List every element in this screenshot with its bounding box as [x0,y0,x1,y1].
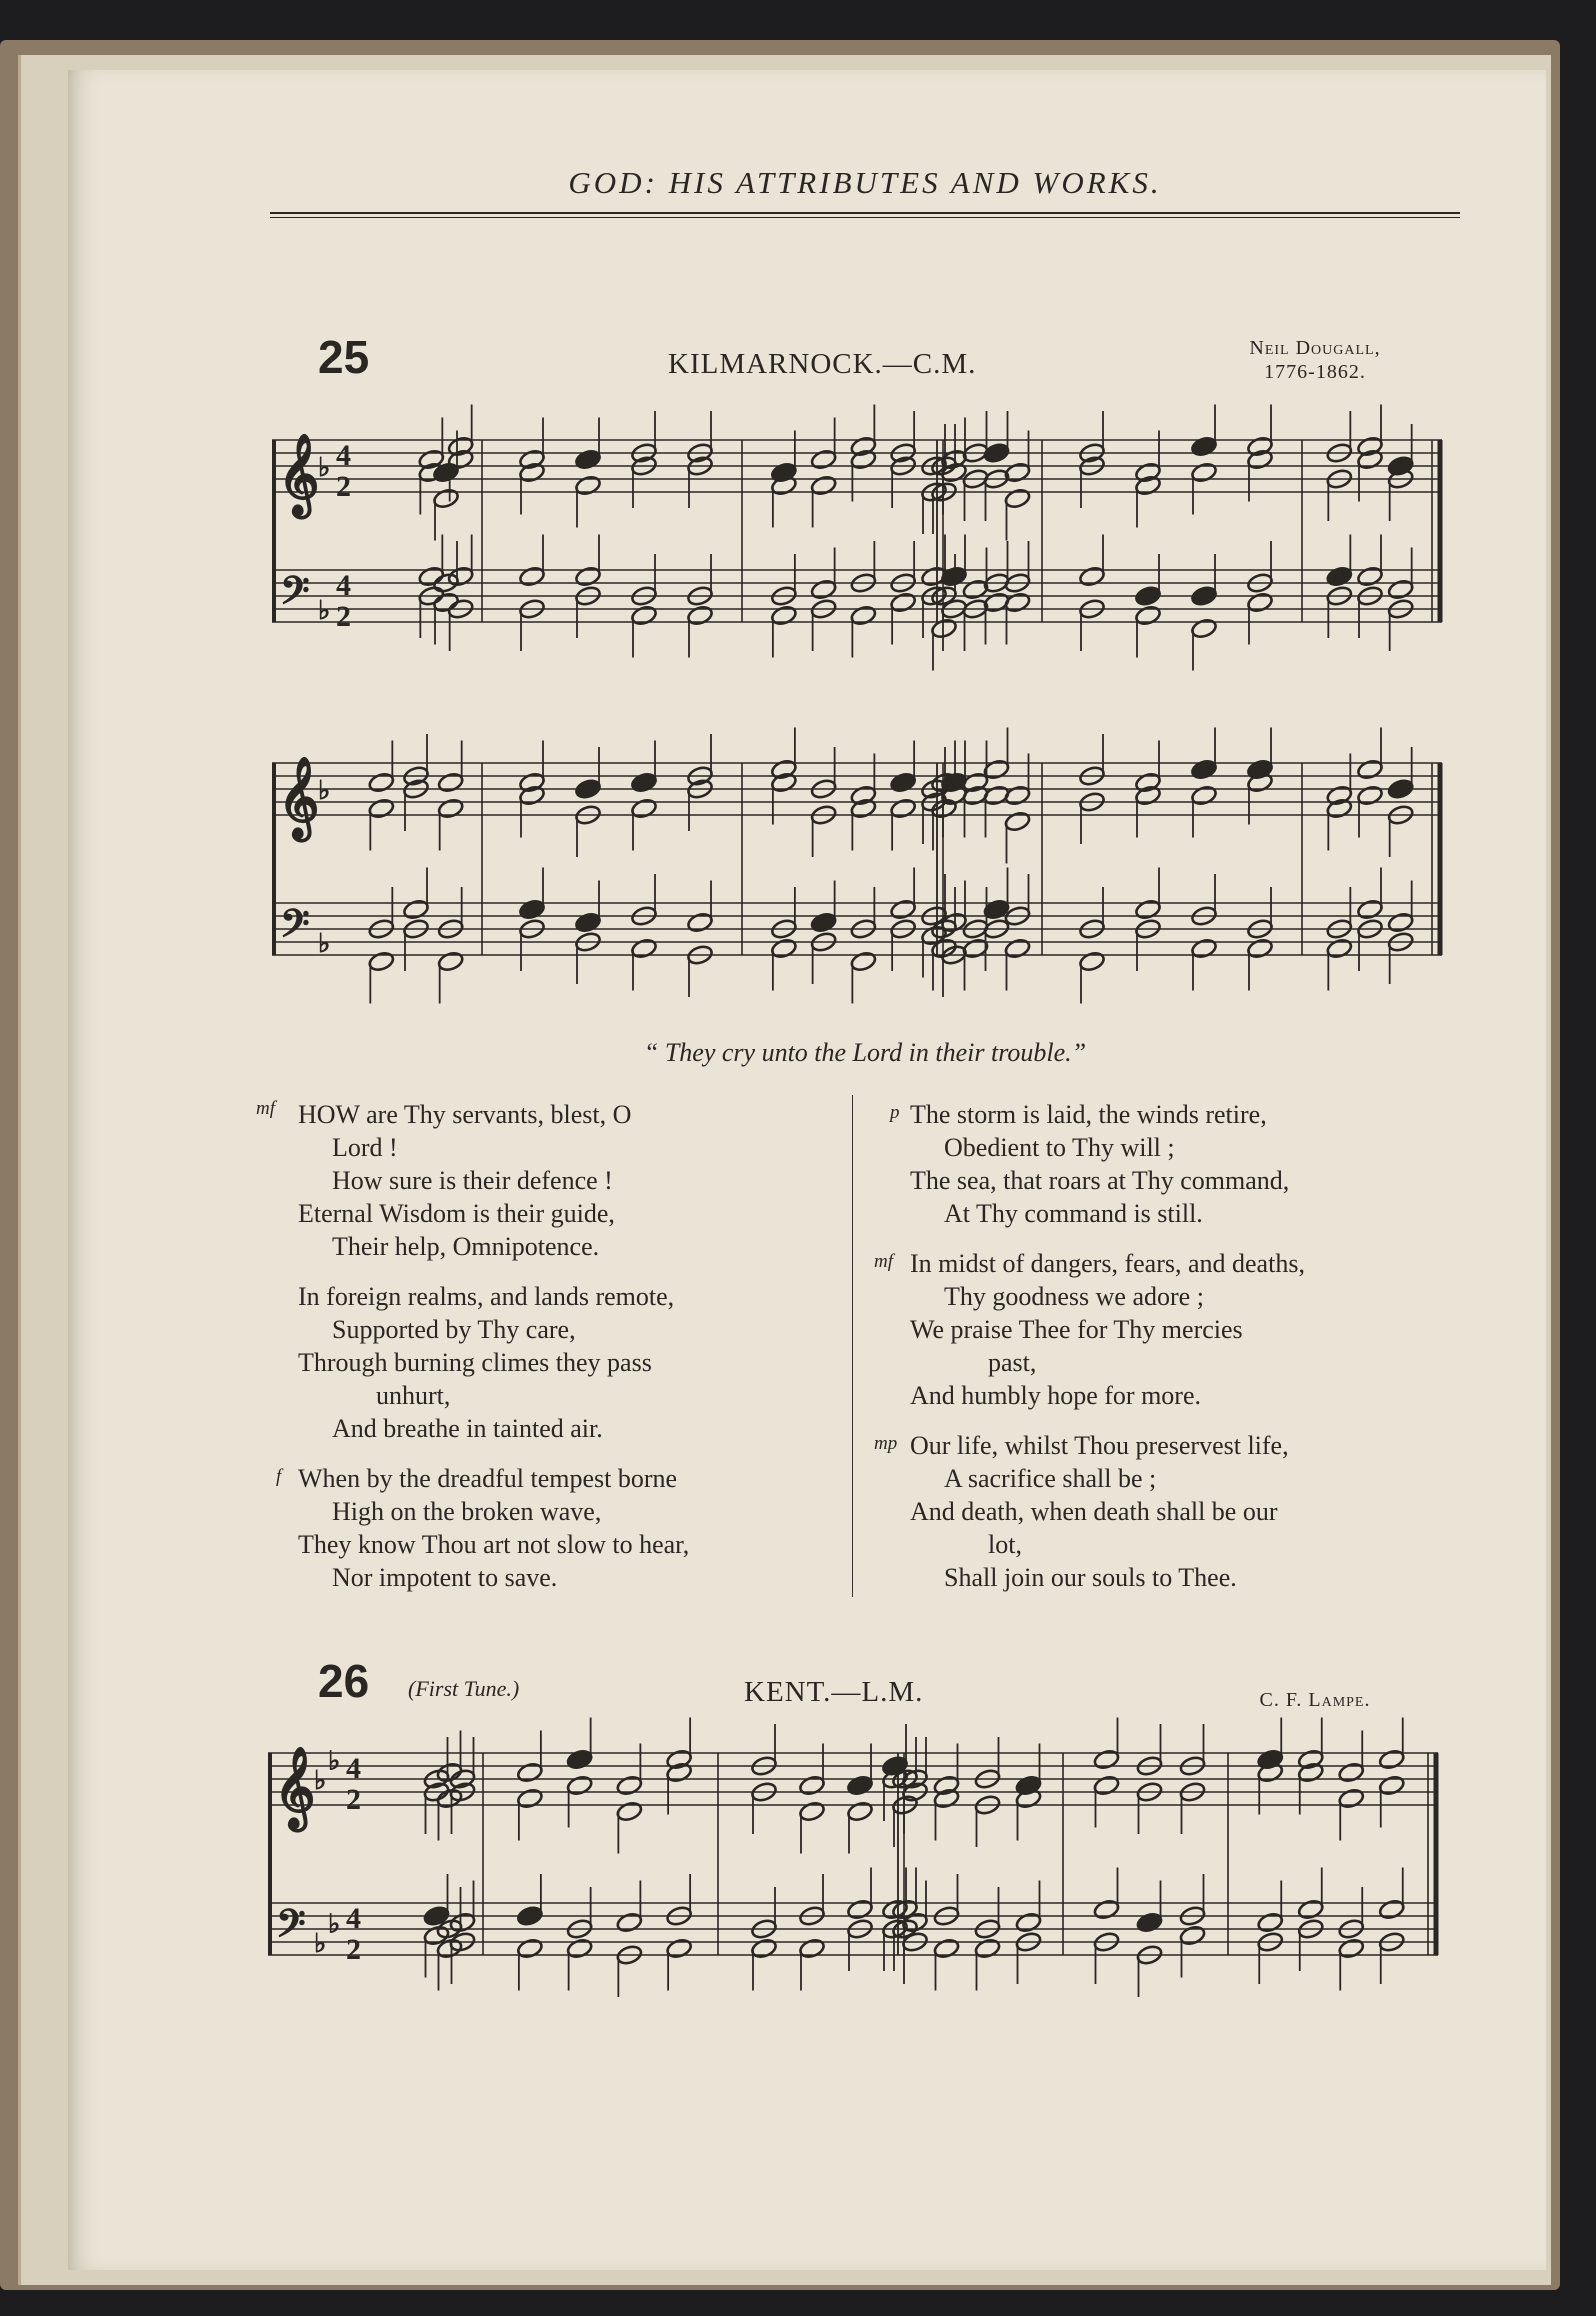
tenor-note [1078,565,1106,587]
tenor-note [889,898,917,920]
music-system-3 [268,1738,1446,1998]
treble-clef: 𝄞 [278,437,320,514]
music-system-1 [272,420,1450,690]
bass-clef: 𝄢 [276,1903,306,1954]
bass-note [437,950,465,972]
soprano-note [1356,758,1384,780]
alto-note [1093,1774,1121,1796]
time-signature-bottom: 2 [346,1783,361,1816]
treble-clef: 𝄞 [274,1750,316,1827]
tenor-note [518,898,546,920]
soprano-note [1004,461,1032,483]
bass-note [974,1937,1002,1959]
alto-note [1004,487,1032,509]
composer-credit-26: C. F. Lampe. [1259,1689,1371,1711]
tenor-note [1356,565,1384,587]
bass-note [1078,950,1106,972]
tenor-note [616,1911,644,1933]
key-flat: ♭ [314,1929,327,1958]
verse-line: lot, [988,1530,1022,1559]
verse-line: In foreign realms, and lands remote, [298,1282,675,1311]
bass-note [798,1937,826,1959]
tenor-note [449,1911,477,1933]
bass-clef: 𝄢 [280,570,310,621]
verse-line: The sea, that roars at Thy command, [910,1166,1290,1195]
header-rule [270,212,1460,218]
bass-note [930,617,958,639]
dynamic-mark: mf [256,1098,275,1119]
soprano-note [1004,784,1032,806]
soprano-note [437,771,465,793]
alto-note [367,797,395,819]
soprano-note [798,1774,826,1796]
alto-note [1190,461,1218,483]
tune-title-kent: KENT.—L.M. [744,1676,924,1708]
stanza-1 [256,1098,838,1263]
soprano-note [1387,778,1415,800]
stanza-6 [874,1429,1450,1594]
stanza-4 [890,1098,1450,1230]
bass-note [630,604,658,626]
music-system-2 [272,738,1450,1008]
tenor-note [846,1898,874,1920]
alto-note [810,474,838,496]
verse-line: They know Thou art not slow to hear, [298,1530,690,1559]
hymn-number-25: 25 [318,331,370,383]
tenor-note [447,565,475,587]
bass-note [930,937,958,959]
bass-note [423,1924,451,1946]
alto-note [630,797,658,819]
time-signature-top: 4 [336,439,351,472]
hymn-number-26: 26 [318,1655,370,1707]
tenor-note [1190,585,1218,607]
tenor-note [574,911,602,933]
bass-note [770,604,798,626]
key-flat: ♭ [318,929,331,958]
verse-line: Our life, whilst Thou preservest life, [910,1431,1289,1460]
bass-note [1179,1924,1207,1946]
bass-note [367,950,395,972]
tenor-note [1387,578,1415,600]
alto-note [1337,1787,1365,1809]
tenor-note [1378,1898,1406,1920]
stanza-5 [874,1247,1450,1412]
verse-line: At Thy command is still. [944,1199,1203,1228]
tune-title-kilmarnock: KILMARNOCK.—C.M. [668,348,977,380]
key-flat: ♭ [318,776,331,805]
tenor-note [1325,565,1353,587]
time-signature-top: 4 [346,1752,361,1785]
verse-line: past, [988,1348,1037,1377]
bass-note [630,937,658,959]
bass-note [933,1937,961,1959]
verses-left-column [256,1098,838,1611]
dynamic-mark: p [890,1102,900,1123]
bass-note [1337,1937,1365,1959]
soprano-note [574,778,602,800]
dynamic-mark: mp [874,1433,898,1454]
verse-line: And breathe in tainted air. [332,1414,603,1443]
verse-line: Supported by Thy care, [332,1315,576,1344]
soprano-note [1093,1748,1121,1770]
stanza-2 [298,1280,838,1445]
time-signature-bottom: 2 [346,1933,361,1966]
verse-line: And death, when death shall be our [910,1497,1278,1526]
tenor-note [1136,1911,1164,1933]
composer-credit-25 [1210,336,1420,384]
verse-line: When by the dreadful tempest borne [298,1464,678,1493]
alto-note [437,797,465,819]
tenor-note [1134,898,1162,920]
bass-note [436,1937,464,1959]
tenor-note [518,565,546,587]
alto-note [436,1787,464,1809]
tenor-note [810,578,838,600]
composer-dates: 1776-1862. [1264,361,1366,383]
verse-line: Through burning climes they pass [298,1348,652,1377]
soprano-note [630,771,658,793]
verse-line: High on the broken wave, [332,1497,602,1526]
key-flat: ♭ [328,1746,341,1776]
bass-clef: 𝄢 [280,903,310,954]
bass-note [850,604,878,626]
soprano-note [566,1748,594,1770]
bass-note [516,1937,544,1959]
key-flat: ♭ [328,1909,341,1939]
epigraph: “ They cry unto the Lord in their trouble.” [643,1038,1087,1067]
tenor-note [1297,1898,1325,1920]
verse-line: Shall join our souls to Thee. [944,1563,1237,1592]
time-signature-bottom: 2 [336,470,351,503]
tenor-note [574,565,602,587]
verse-line: unhurt, [376,1381,451,1410]
soprano-note [846,1774,874,1796]
verse-line: Eternal Wisdom is their guide, [298,1199,615,1228]
soprano-note [1378,1748,1406,1770]
alto-note [1378,1774,1406,1796]
tenor-note [1387,911,1415,933]
alto-note [1004,810,1032,832]
bass-note [770,937,798,959]
alto-note [516,1787,544,1809]
verse-line: Lord ! [332,1133,398,1162]
verse-line: And humbly hope for more. [910,1381,1202,1410]
verse-line: How sure is their defence ! [332,1166,613,1195]
tenor-note [516,1905,544,1927]
alto-note [889,797,917,819]
time-signature-bottom: 2 [336,600,351,633]
soprano-note [1337,1761,1365,1783]
dynamic-mark: mf [874,1251,893,1272]
tenor-note [402,898,430,920]
time-signature-top: 4 [336,569,351,602]
verse-line: Nor impotent to save. [332,1563,558,1592]
alto-note [432,487,460,509]
verses-right-column [874,1098,1450,1611]
verse-line: Obedient to Thy will ; [944,1133,1175,1162]
bass-note [1190,617,1218,639]
bass-note [1246,591,1274,613]
alto-note [846,1800,874,1822]
soprano-note [574,448,602,470]
bass-note [566,1937,594,1959]
bass-note [1325,937,1353,959]
bass-note [1004,591,1032,613]
soprano-note [1190,435,1218,457]
alto-note [1190,784,1218,806]
alto-note [798,1800,826,1822]
tenor-note [1093,1898,1121,1920]
time-signature-top: 4 [346,1902,361,1935]
soprano-note [516,1761,544,1783]
bass-note [850,950,878,972]
tenor-note [1134,585,1162,607]
soprano-note [810,448,838,470]
verse-line: We praise Thee for Thy mercies [910,1315,1243,1344]
tenor-note [1356,898,1384,920]
alto-note [1356,784,1384,806]
verse-line [298,1098,828,1131]
verse-line-text: HOW are Thy servants, blest, O [298,1100,632,1129]
tenor-note [1015,1911,1043,1933]
key-flat: ♭ [314,1766,327,1795]
alto-note [574,474,602,496]
stanza-3 [276,1462,838,1594]
verse-line: Their help, Omnipotence. [332,1232,600,1261]
soprano-note [616,1774,644,1796]
alto-note [566,1774,594,1796]
bass-note [1190,937,1218,959]
tenor-note [1256,1911,1284,1933]
bass-note [1134,604,1162,626]
tune-subtitle: (First Tune.) [408,1676,520,1701]
bass-note [750,1937,778,1959]
tenor-note [686,911,714,933]
verse-line: Thy goodness we adore ; [944,1282,1204,1311]
tenor-note [810,911,838,933]
key-flat: ♭ [318,453,331,482]
dynamic-mark: f [276,1466,282,1487]
bass-note [665,1937,693,1959]
treble-clef: 𝄞 [278,760,320,837]
verse-line: In midst of dangers, fears, and deaths, [910,1249,1305,1278]
key-flat: ♭ [318,596,331,625]
verse-line: The storm is laid, the winds retire, [910,1100,1267,1129]
tenor-note [423,1905,451,1927]
soprano-note [1190,758,1218,780]
bass-note [889,591,917,613]
bass-note [686,604,714,626]
bass-note [1004,937,1032,959]
composer-name: Neil Dougall, [1249,337,1381,359]
soprano-note [889,771,917,793]
soprano-note [367,771,395,793]
verse-line: A sacrifice shall be ; [944,1464,1157,1493]
running-head: GOD: HIS ATTRIBUTES AND WORKS. [568,165,1162,200]
bass-note [1246,937,1274,959]
alto-note [616,1800,644,1822]
column-divider [852,1095,853,1597]
